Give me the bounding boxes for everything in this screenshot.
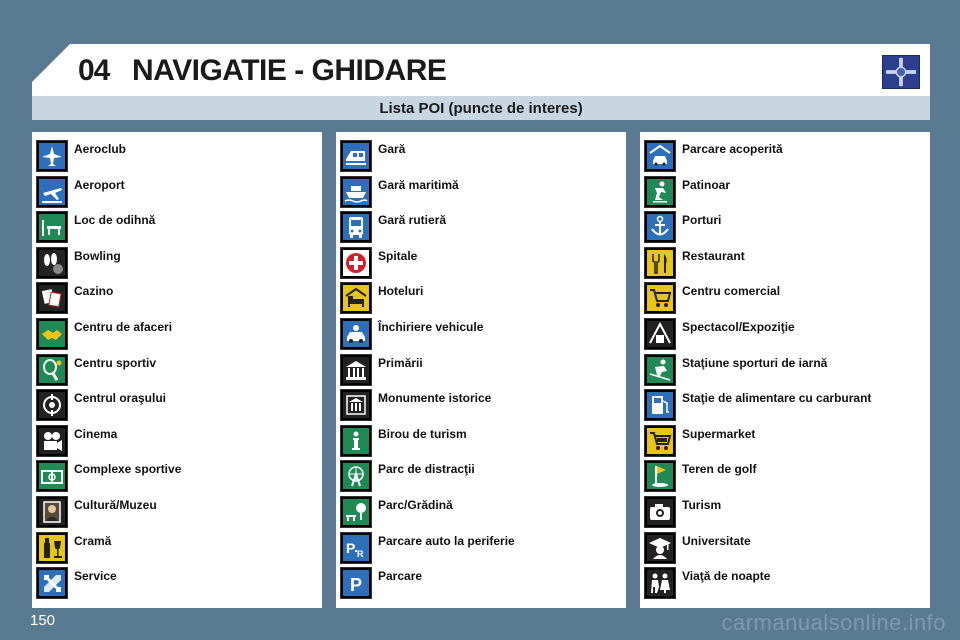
airport-icon	[36, 176, 68, 208]
page-number: 150	[30, 612, 56, 629]
town-hall-icon	[340, 354, 372, 386]
poi-label: Universitate	[682, 533, 751, 548]
poi-list-item	[336, 494, 626, 530]
film-camera-icon	[36, 425, 68, 457]
wine-icon	[36, 532, 68, 564]
subtitle-bar	[32, 96, 930, 120]
poi-label: Supermarket	[682, 426, 756, 441]
poi-label: Monumente istorice	[378, 391, 492, 406]
section-subtitle: Lista POI (puncte de interes)	[379, 99, 583, 117]
poi-list-item	[640, 458, 930, 494]
poi-label: Parcare acoperită	[682, 142, 783, 156]
poi-label: Centru de afaceri	[74, 319, 173, 334]
golf-icon	[644, 460, 676, 492]
poi-list-item	[336, 565, 626, 601]
train-icon	[340, 140, 372, 172]
svg-text:R: R	[357, 548, 364, 559]
skating-icon	[644, 176, 676, 208]
poi-label: Parc de distracţii	[378, 462, 475, 477]
poi-list-item	[336, 352, 626, 388]
poi-label: Primării	[378, 355, 423, 370]
poi-column-3	[640, 132, 930, 608]
bus-icon	[340, 211, 372, 243]
poi-label: Parcare auto la periferie	[378, 533, 515, 548]
fuel-pump-icon	[644, 389, 676, 421]
poi-label: Cramă	[74, 533, 112, 548]
svg-text:P: P	[346, 539, 356, 556]
city-center-icon	[36, 389, 68, 421]
handshake-icon	[36, 318, 68, 350]
poi-list-item	[32, 530, 322, 566]
chapter-title: NAVIGATIE - GHIDARE	[132, 54, 447, 87]
poi-list-item	[32, 387, 322, 423]
poi-label: Loc de odihnă	[74, 213, 156, 228]
poi-label: Patinoar	[682, 177, 731, 192]
poi-list-item	[640, 174, 930, 210]
watermark: carmanualsonline.info	[721, 610, 946, 635]
poi-label: Aeroclub	[74, 142, 127, 156]
svg-text:P: P	[350, 575, 363, 596]
navigation-crosshair-icon	[882, 55, 920, 89]
poi-label: Cinema	[74, 426, 118, 441]
poi-label: Închiriere vehicule	[378, 319, 484, 334]
poi-list-item	[640, 209, 930, 245]
poi-label: Parc/Grădină	[378, 497, 453, 512]
poi-label: Centrul oraşului	[74, 391, 167, 406]
poi-label: Spitale	[378, 248, 418, 263]
poi-label: Spectacol/Expoziţie	[682, 319, 795, 334]
poi-list-item	[640, 387, 930, 423]
casino-icon	[36, 282, 68, 314]
poi-list-item	[336, 316, 626, 352]
poi-list-item	[32, 174, 322, 210]
poi-list-item	[336, 530, 626, 566]
poi-label: Centru sportiv	[74, 355, 157, 370]
sports-complex-icon	[36, 460, 68, 492]
nightlife-icon	[644, 567, 676, 599]
poi-label: Cultură/Muzeu	[74, 497, 157, 512]
wrench-icon	[36, 567, 68, 599]
poi-list-item	[32, 423, 322, 459]
poi-list-item	[640, 352, 930, 388]
poi-list-item	[32, 280, 322, 316]
poi-label: Teren de golf	[682, 462, 757, 477]
poi-list-item	[640, 565, 930, 601]
poi-list-item	[32, 458, 322, 494]
poi-label: Centru comercial	[682, 284, 781, 299]
poi-list-item	[640, 280, 930, 316]
poi-list-item	[32, 352, 322, 388]
poi-list-item	[32, 316, 322, 352]
monument-icon	[340, 389, 372, 421]
park-icon	[340, 496, 372, 528]
poi-list-item	[32, 209, 322, 245]
poi-label: Service	[74, 569, 117, 584]
supermarket-cart-icon	[644, 425, 676, 457]
poi-list-item	[640, 423, 930, 459]
poi-list-item	[640, 530, 930, 566]
poi-column-1	[32, 132, 322, 608]
poi-list-item	[336, 209, 626, 245]
poi-label: Staţiune sporturi de iarnă	[682, 355, 828, 370]
fork-knife-icon	[644, 247, 676, 279]
bed-icon	[340, 282, 372, 314]
poi-list-item	[32, 138, 322, 174]
poi-list-item	[640, 138, 930, 174]
poi-label: Parcare	[378, 569, 423, 584]
theatre-icon	[644, 318, 676, 350]
poi-list-item	[640, 316, 930, 352]
poi-label: Gară rutieră	[378, 213, 447, 228]
poi-label: Viaţă de noapte	[682, 569, 771, 584]
poi-label: Porturi	[682, 213, 722, 228]
parking-icon	[340, 567, 372, 599]
poi-label: Birou de turism	[378, 426, 467, 441]
poi-label: Complexe sportive	[74, 462, 182, 477]
graduate-icon	[644, 532, 676, 564]
poi-list-item	[336, 174, 626, 210]
poi-label: Restaurant	[682, 248, 745, 263]
ski-icon	[644, 354, 676, 386]
portrait-icon	[36, 496, 68, 528]
tennis-icon	[36, 354, 68, 386]
poi-list-item	[336, 245, 626, 281]
chapter-number: 04	[78, 54, 110, 87]
amusement-park-icon	[340, 460, 372, 492]
poi-list-item	[32, 565, 322, 601]
poi-label: Aeroport	[74, 177, 125, 192]
poi-list-item	[336, 423, 626, 459]
poi-label: Cazino	[74, 284, 114, 299]
poi-list-item	[336, 138, 626, 174]
park-and-ride-icon	[340, 532, 372, 564]
poi-label: Staţie de alimentare cu carburant	[682, 391, 872, 406]
camera-icon	[644, 496, 676, 528]
poi-column-2	[336, 132, 626, 608]
poi-list-item	[336, 458, 626, 494]
shopping-cart-icon	[644, 282, 676, 314]
poi-label: Turism	[682, 497, 722, 512]
bowling-icon	[36, 247, 68, 279]
poi-list-item	[32, 245, 322, 281]
poi-label: Gară	[378, 142, 406, 156]
covered-parking-icon	[644, 140, 676, 172]
hospital-icon	[340, 247, 372, 279]
poi-list-item	[640, 494, 930, 530]
poi-label: Bowling	[74, 248, 121, 263]
anchor-icon	[644, 211, 676, 243]
poi-list-item	[640, 245, 930, 281]
ferry-icon	[340, 176, 372, 208]
poi-label: Hoteluri	[378, 284, 424, 299]
car-rental-icon	[340, 318, 372, 350]
plane-icon	[36, 140, 68, 172]
rest-area-icon	[36, 211, 68, 243]
poi-list-item	[336, 387, 626, 423]
poi-list-item	[336, 280, 626, 316]
poi-label: Gară maritimă	[378, 177, 459, 192]
info-icon	[340, 425, 372, 457]
poi-list-item	[32, 494, 322, 530]
